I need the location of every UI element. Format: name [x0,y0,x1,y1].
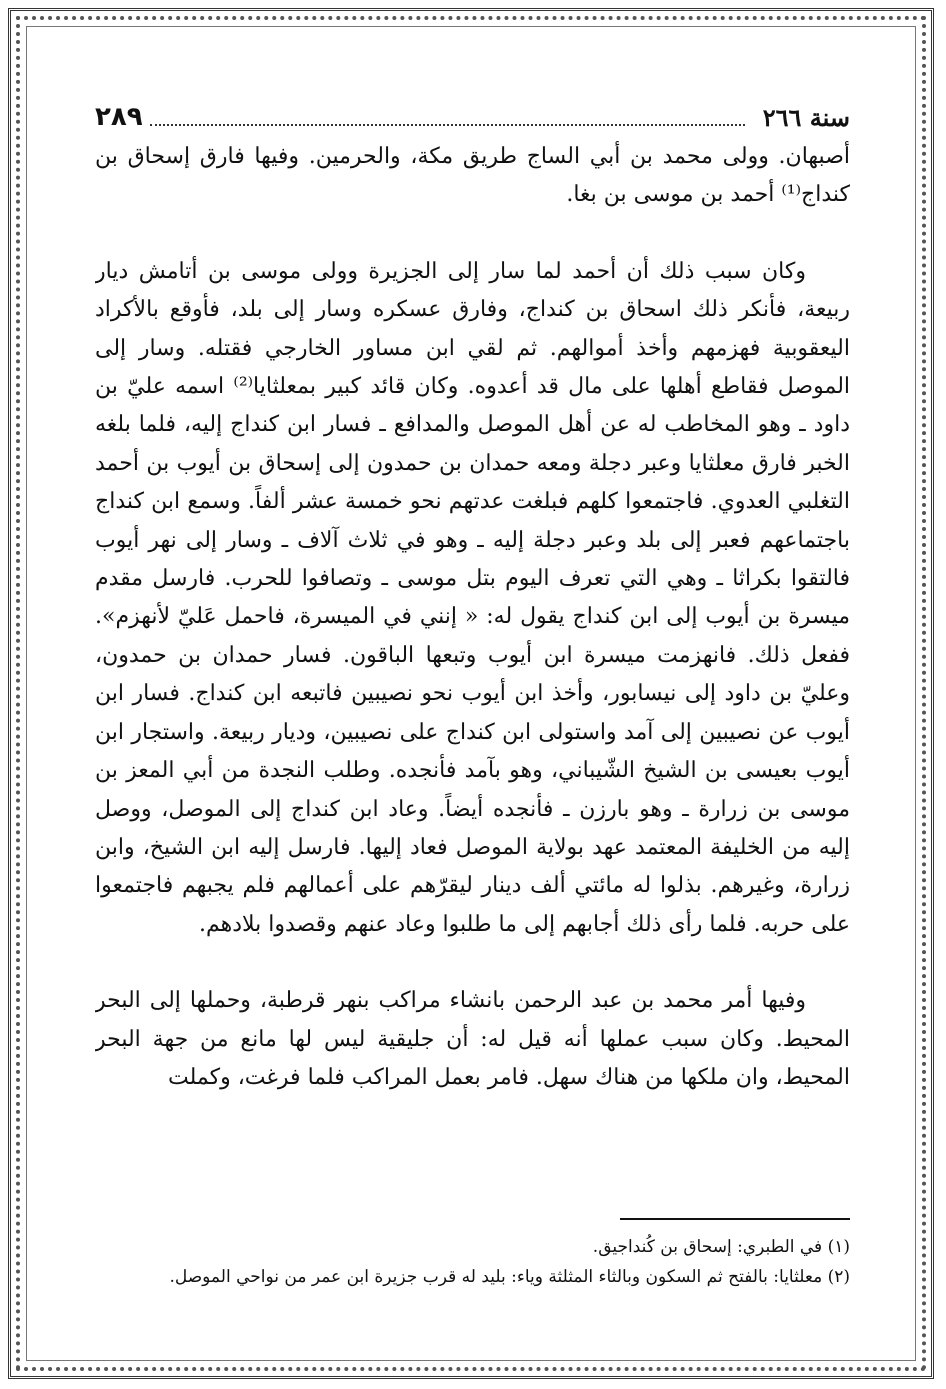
footnote-2: (٢) معلثايا: بالفتح ثم السكون وبالثاء المثلثة وياء: بليد له قرب جزيرة ابن عمر من نواحي الموصل. [169,1267,850,1287]
page-header [95,92,850,132]
paragraph-gap [95,944,850,982]
footnotes [95,1232,850,1292]
footnote-1: (١) في الطبري: إسحاق بن كُنداجيق. [592,1237,850,1257]
footnote-separator [620,1218,850,1220]
paragraph-2: وكان سبب ذلك أن أحمد لما سار إلى الجزيرة وولى موسى بن أتامش ديار ربيعة، فأنكر ذلك اسحاق بن كنداج، وفارق عسكره وسار إلى بلد، فأوقع بالأكراد اليعقوبية فهزمهم وأخذ أموالهم. ثم لقي ابن مساور الخارجي فقتله. وسار إلى الموصل فقاطع أهلها على مال قد أعدوه. وكان قائد كبير بمعلثايا⁽²⁾ اسمه عليّ بن داود ـ وهو المخاطب له عن أهل الموصل والمدافع ـ فسار ابن كنداج إليه، فلما بلغه الخبر فارق معلثايا وعبر دجلة ومعه حمدان بن حمدون إلى إسحاق بن أيوب بن أحمد التغلبي العدوي. فاجتمعوا كلهم فبلغت عدتهم نحو خمسة عشر ألفاً. وسمع ابن كنداج باجتماعهم فعبر إلى بلد وعبر دجلة إليه ـ وهو في ثلاث آلاف ـ وسار إلى نهر أيوب فالتقوا بكراثا ـ وهي التي تعرف اليوم بتل موسى ـ وتصافوا للحرب. فارسل مقدم ميسرة بن أيوب إلى ابن كنداج يقول له: « إنني في الميسرة، فاحمل عَليّ لأنهزم». ففعل ذلك. فانهزمت ميسرة ابن أيوب وتبعها الباقون. فسار حمدان بن حمدون، وعليّ بن داود إلى نيسابور، وأخذ ابن أيوب نحو نصيبين فاتبعه ابن كنداج. فسار ابن أيوب عن نصيبين إلى آمد واستولى ابن كنداج على نصيبين، وديار ربيعة. واستجار ابن أيوب بعيسى بن الشيخ الشّيباني، وهو بآمد فأنجده. وطلب النجدة من أبي المعز بن موسى بن زرارة ـ وهو بارزن ـ فأنجده أيضاً. وعاد ابن كنداج إلى الموصل، ووصل إليه من الخليفة المعتمد عهد بولاية الموصل فعاد إليها. فارسل إليه ابن الشيخ، وابن زرارة، وغيرهم. بذلوا له مائتي ألف دينار ليقرّهم على أعمالهم فلم يجبهم فاجتمعوا على حربه. فلما رأى ذلك أجابهم إلى ما طلبوا وعاد عنهم وقصدوا بلادهم. [95,258,850,937]
paragraph-3: وفيها أمر محمد بن عبد الرحمن بانشاء مراكب بنهر قرطبة، وحملها إلى البحر المحيط. وكان سبب عملها أنه قيل له: أن جليقية ليس لها مانع من جهة البحر المحيط، وان ملكها من هناك سهل. فامر بعمل المراكب فلما فرغت، وكملت [95,988,850,1090]
page-body [95,138,850,1198]
year-heading: سنة ٢٦٦ [762,103,850,132]
paragraph-gap [95,215,850,253]
paragraph-1: أصبهان. وولى محمد بن أبي الساج طريق مكة، والحرمين. وفيها فارق إسحاق بن كنداج⁽¹⁾ أحمد بن موسى بن بغا. [95,144,850,208]
header-dotted-rule [150,124,745,126]
page-number: ٢٨٩ [95,102,143,132]
